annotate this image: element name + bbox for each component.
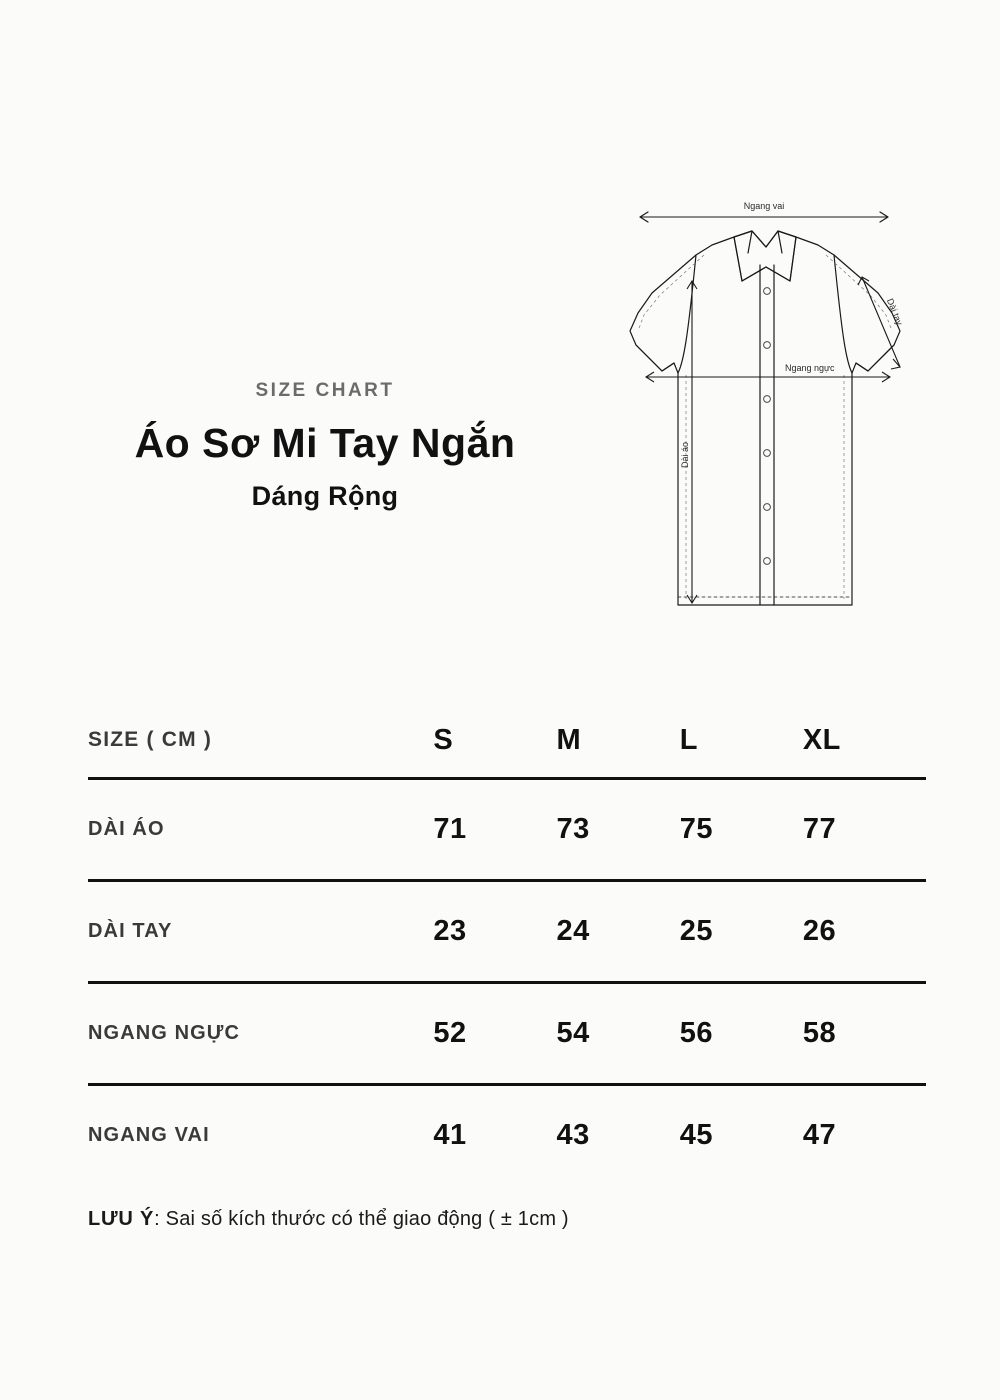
row-length-m: 73 xyxy=(556,812,590,845)
label-sleeve: Dài tay xyxy=(884,297,905,327)
row-shoulder-m: 43 xyxy=(556,1119,590,1152)
row-label-sleeve: DÀI TAY xyxy=(88,919,173,942)
row-chest-m: 54 xyxy=(556,1016,590,1049)
note xyxy=(88,1208,569,1231)
row-shoulder-xl: 47 xyxy=(802,1119,837,1152)
row-label-chest: NGANG NGỰC xyxy=(88,1021,241,1044)
row-chest-xl: 58 xyxy=(802,1016,837,1049)
page-title: Áo Sơ Mi Tay Ngắn xyxy=(134,420,516,466)
row-length-s: 71 xyxy=(433,812,467,845)
row-sleeve-s: 23 xyxy=(433,914,467,947)
note-text: : Sai số kích thước có thể giao động ( ± 1cm ) xyxy=(154,1208,569,1230)
row-length-xl: 77 xyxy=(802,812,837,845)
table-row xyxy=(88,778,926,880)
label-length: Dài áo xyxy=(680,441,690,469)
row-chest-s: 52 xyxy=(433,1016,467,1049)
table-row xyxy=(88,982,926,1084)
row-sleeve-m: 24 xyxy=(556,914,590,947)
size-chart-eyebrow: SIZE CHART xyxy=(255,380,395,401)
table-header-size-xl: XL xyxy=(802,723,841,756)
table-row xyxy=(88,1084,926,1186)
row-label-length: DÀI ÁO xyxy=(88,817,165,840)
row-label-shoulder: NGANG VAI xyxy=(88,1124,210,1147)
table-header-size-l: L xyxy=(679,723,698,756)
label-shoulder: Ngang vai xyxy=(743,201,785,211)
note-prefix: LƯU Ý xyxy=(88,1208,155,1230)
row-sleeve-xl: 26 xyxy=(802,914,837,947)
size-table xyxy=(88,712,926,1186)
table-header-row xyxy=(88,712,926,778)
table-row xyxy=(88,880,926,982)
table-header-size-s: S xyxy=(433,723,454,756)
label-chest: Ngang ngực xyxy=(785,363,835,373)
title-block xyxy=(90,380,560,512)
page-subtitle: Dáng Rộng xyxy=(251,481,399,512)
row-sleeve-l: 25 xyxy=(679,914,713,947)
size-table-wrapper xyxy=(88,712,926,1186)
shoulder-measure-arrow xyxy=(640,212,888,222)
chest-measure-arrow xyxy=(646,372,890,382)
row-chest-l: 56 xyxy=(679,1016,713,1049)
sleeve-measure-arrow xyxy=(858,277,900,369)
table-header-size-m: M xyxy=(556,723,582,756)
row-shoulder-l: 45 xyxy=(679,1119,713,1152)
row-length-l: 75 xyxy=(679,812,713,845)
shirt-illustration xyxy=(600,185,930,645)
row-shoulder-s: 41 xyxy=(433,1119,467,1152)
table-header-label: SIZE ( CM ) xyxy=(88,728,213,752)
